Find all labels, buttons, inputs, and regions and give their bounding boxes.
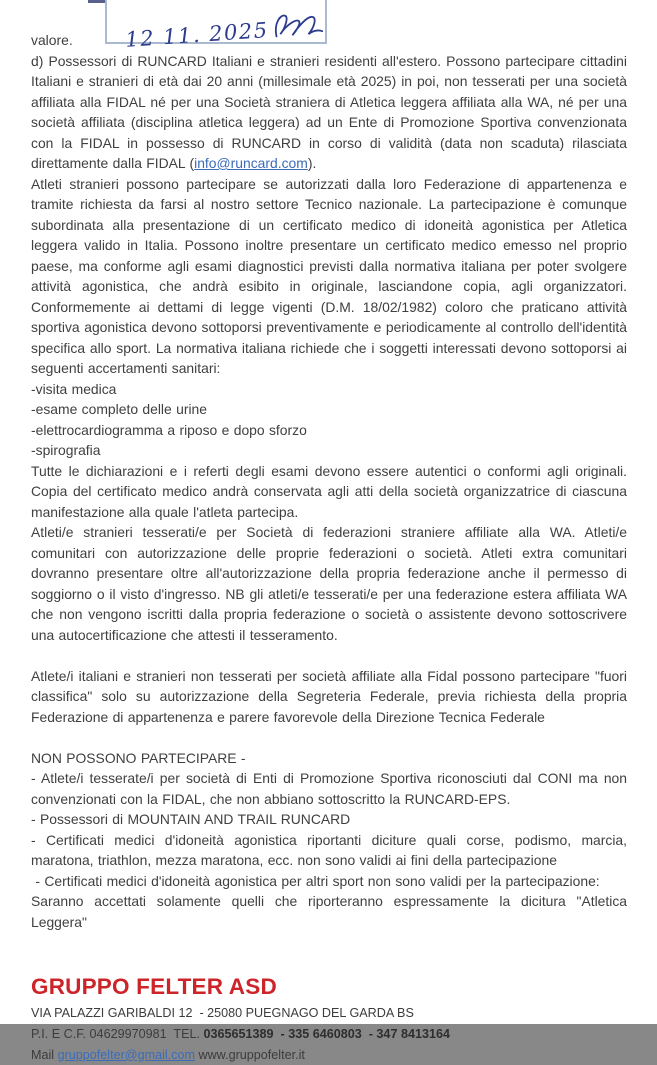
footer-address: VIA PALAZZI GARIBALDI 12 - 25080 PUEGNAGO DEL GARDA BS bbox=[31, 1006, 414, 1020]
organization-name: GRUPPO FELTER ASD bbox=[31, 974, 277, 999]
website-text: www.gruppofelter.it bbox=[194, 1047, 305, 1062]
health-check-item: -elettrocardiogramma a riposo e dopo sforzo bbox=[31, 421, 307, 438]
exclusion-item: - Possessori di MOUNTAIN AND TRAIL RUNCARD bbox=[31, 811, 351, 827]
mail-label: Mail bbox=[31, 1047, 58, 1062]
non-possono-heading: NON POSSONO PARTECIPARE - bbox=[31, 749, 246, 766]
footer-tax-phone-line bbox=[31, 1024, 627, 1045]
intro-fragment: valore. bbox=[31, 32, 73, 48]
exclusion-item: - Certificati medici d'idoneità agonistica per altri sport non sono validi per la partecipazione: bbox=[31, 872, 600, 889]
paragraph-runcard-holders bbox=[31, 51, 632, 174]
footer-email-link[interactable]: gruppofelter@gmail.com bbox=[57, 1047, 195, 1062]
runcard-text-after: ). bbox=[307, 155, 317, 171]
tax-id-text: P.I. E C.F. 04629970981 TEL. bbox=[31, 1026, 204, 1041]
footer-mail-line bbox=[31, 1045, 627, 1065]
runcard-email-link[interactable]: info@runcard.com bbox=[194, 155, 308, 171]
exclusion-item: - Certificati medici d'idoneità agonistica riportanti diciture quali corse, podismo, marcia, maratona, triathlon, mezza maratona, ecc. non sono validi ai fini della partecipazione bbox=[31, 831, 632, 868]
footer-spacer bbox=[31, 932, 627, 974]
paragraph-saranno: Saranno accettati solamente quelli che riporteranno espressamente la dicitura "Atletica Leggera" bbox=[31, 893, 632, 930]
health-check-item: -spirografia bbox=[31, 442, 101, 458]
runcard-text-before: d) Possessori di RUNCARD Italiani e stranieri residenti all'estero. Possono partecipare cittadini Italiani e stranieri di età dai 20 anni (millesimale età 2025) in poi, non tesserati per una società affiliata alla FIDAL né per una Società straniera di Atletica leggera affiliata alla WA, né per una società affiliata (disciplina atletica leggera) ad un Ente di Promozione Sportiva convenzionata con la FIDAL in possesso di RUNCARD in corso di validità (data non scaduta) rilasciata direttamente dalla FIDAL ( bbox=[31, 52, 632, 171]
paragraph-foreign-athletes: Atleti stranieri possono partecipare se autorizzati dalla loro Federazione di appartenenza e tramite richiesta da farsi al nostro settore Tecnico nazionale. La partecipazione è comunque subordinata alla presentazione di un certificato medico di idoneità agonistica per Atletica leggera valido in Italia. Possono inoltre presentare un certificato medico emesso nel proprio paese, ma conforme agli esami diagnostici previsti dalla normativa italiana per poter svolgere attività agonistica, che andrà esibito in originale, lasciandone copia, agli organizzatori. Conformemente ai dettami di legge vigenti (D.M. 18/02/1982) coloro che praticano attività sportiva agonistica devono sottoporsi preventivamente e periodicamente al controllo dell'identità specifica allo sport. La normativa italiana richiede che i soggetti interessati devono sottoporsi ai seguenti accertamenti sanitari: bbox=[31, 175, 632, 376]
paragraph-wa-athletes: Atleti/e stranieri tesserati/e per Società di federazioni straniere affiliate alla WA. Atleti/e comunitari con autorizzazione delle proprie federazioni o società. Atleti extra comunitari dovranno presentare oltre all'autorizzazione della propria federazione anche il permesso di soggiorno o il visto d'ingresso. NB gli atleti/e tesserati/e per una federazione estera affiliata WA che non vengono iscritti dalla propria federazione o società o assistente devono sottoscrivere una autocertificazione che attesti il tesseramento. bbox=[31, 524, 632, 643]
document-body bbox=[31, 30, 632, 1065]
exclusion-item: - Atlete/i tesserate/i per società di Enti di Promozione Sportiva riconosciuti dal CONI ma non convenzionati con la FIDAL, che non abbiano sottoscritto la RUNCARD-EPS. bbox=[31, 770, 632, 807]
handwritten-date-text: 12 11. 2025 bbox=[124, 17, 270, 52]
health-check-item: -visita medica bbox=[31, 380, 117, 397]
phone-numbers: 0365651389 - 335 6460803 - 347 8413164 bbox=[203, 1026, 450, 1041]
health-check-item: -esame completo delle urine bbox=[31, 401, 207, 417]
blank-line bbox=[31, 645, 627, 666]
blank-line bbox=[31, 727, 627, 748]
paragraph-fuori-classifica: Atlete/i italiani e stranieri non tesserati per società affiliate alla Fidal possono partecipare "fuori classifica" solo su autorizzazione della Segreteria Federale, previa richiesta della propria Federazione di appartenenza e parere favorevole della Direzione Tecnica Federale bbox=[31, 667, 632, 725]
paragraph-declarations: Tutte le dichiarazioni e i referti degli esami devono essere autentici o conformi agli originali. Copia del certificato medico andrà conservata agli atti della società organizzatrice di ciascuna manifestazione alla quale l'atleta partecipa. bbox=[31, 462, 632, 520]
